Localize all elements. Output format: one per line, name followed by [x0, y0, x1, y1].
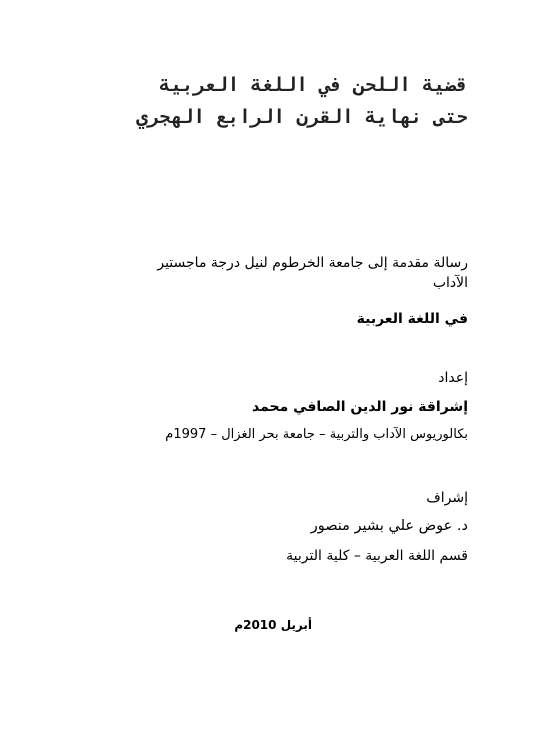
supervisor-name: د. عوض علي بشير منصور [310, 518, 468, 534]
degree-name: الآداب [432, 275, 468, 291]
thesis-title-line-1: قضية اللحن في اللغة العربية [159, 74, 468, 96]
supervisor-department: قسم اللغة العربية – كلية التربية [286, 548, 468, 564]
submission-purpose: رسالة مقدمة إلى جامعة الخرطوم لنيل درجة ماجستير [157, 255, 468, 271]
submission-date: أبريل 2010م [234, 618, 312, 632]
preparation-label: إعداد [438, 370, 468, 386]
supervision-label: إشراف [426, 490, 468, 506]
student-name: إشراقة نور الدين الصافي محمد [252, 399, 468, 415]
thesis-title-line-2: حتى نهاية القرن الرابع الهجري [136, 106, 468, 128]
degree-field: في اللغة العربية [356, 311, 468, 327]
student-qualification: بكالوريوس الآداب والتربية – جامعة بحر الغزال – 1997م [165, 427, 468, 442]
